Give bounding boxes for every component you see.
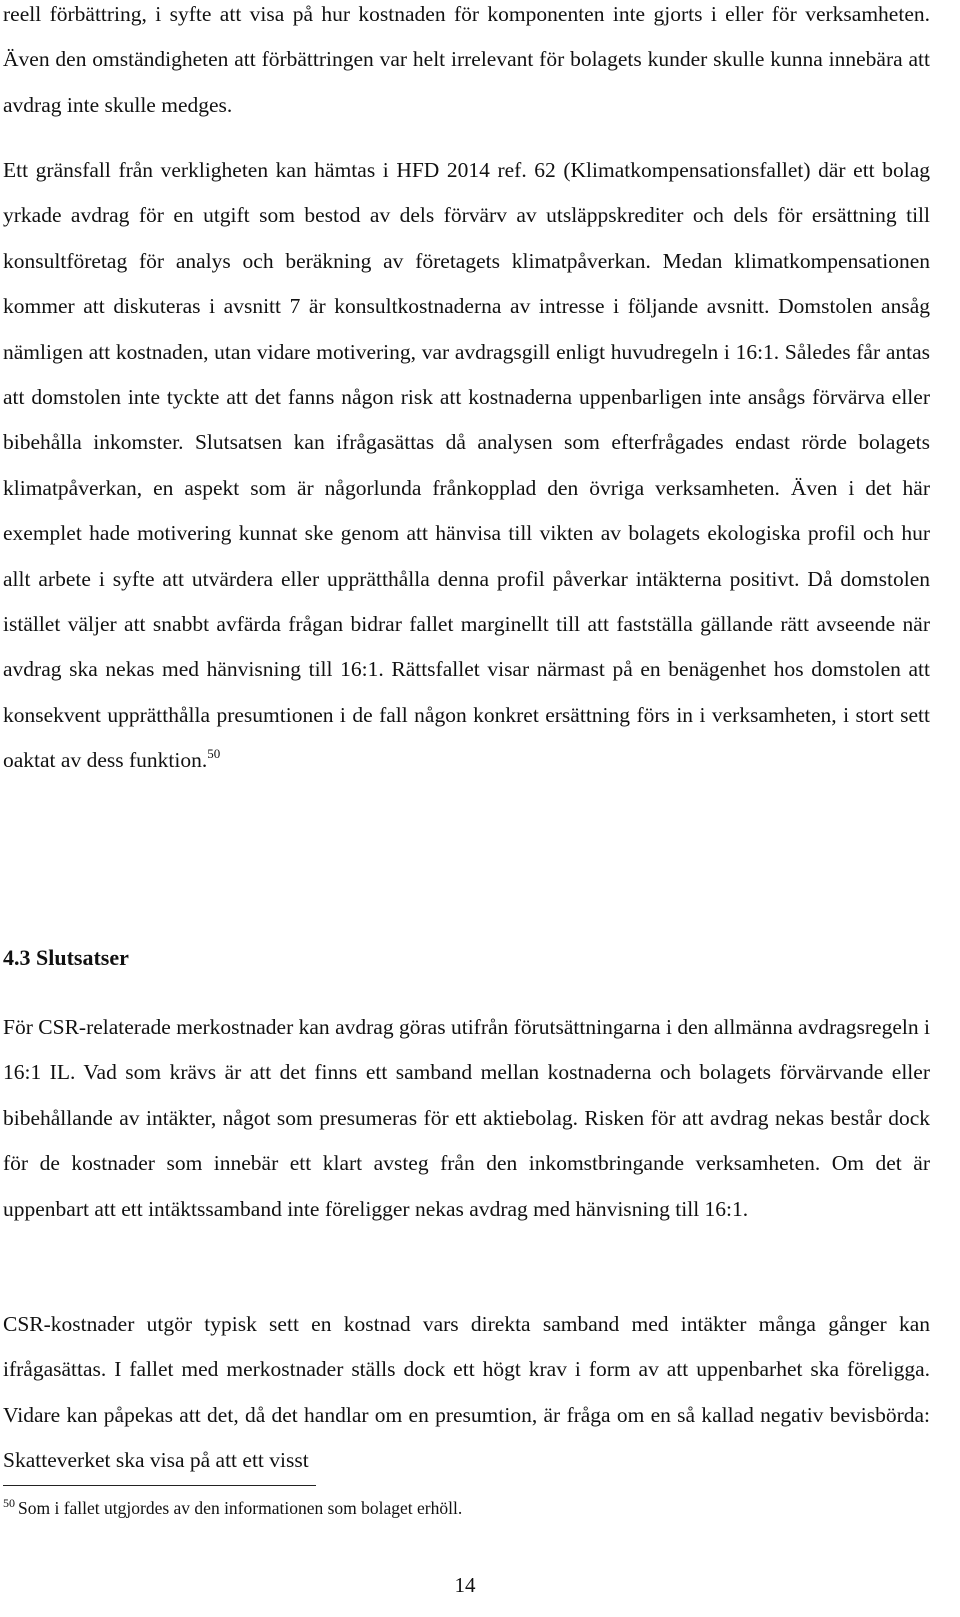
footnote-reference[interactable]: 50 [207,746,221,762]
footnote-number: 50 [3,1496,15,1510]
section-heading: 4.3 Slutsatser [3,945,129,970]
paragraph-1-text: reell förbättring, i syfte att visa på hur kostnaden för komponenten inte gjorts i eller för verksamheten. Även den omständigheten att förbättringen var helt irrelevant för bolagets kunder skulle kunna innebära att avdrag inte skulle medges. [3,2,930,117]
paragraph-4 [3,1302,930,1484]
footnote-separator [3,1485,316,1486]
paragraph-2-text: Ett gränsfall från verkligheten kan hämtas i HFD 2014 ref. 62 (Klimatkompensationsfallet) där ett bolag yrkade avdrag för en utgift som bestod av dels förvärv av utsläppskrediter och dels för ersättning till konsultföretag för analys och beräkning av företagets klimatpåverkan. Medan klimatkompensationen kommer att diskuteras i avsnitt 7 är konsultkostnaderna av intresse i följande avsnitt. Domstolen ansåg nämligen att kostnaden, utan vidare motivering, var avdragsgill enligt huvudregeln i 16:1. Således får antas att domstolen inte tyckte att det fanns någon risk att kostnaderna uppenbarligen inte ansågs förvärva eller bibehålla inkomster. Slutsatsen kan ifrågasättas då analysen som efterfrågades endast rörde bolagets klimatpåverkan, en aspekt som är någorlunda frånkopplad den övriga verksamheten. Även i det här exemplet hade motivering kunnat ske genom att hänvisa till vikten av bolagets ekologiska profil och hur allt arbete i syfte att utvärdera eller upprätthålla denna profil påverkar intäkterna positivt. Då domstolen istället väljer att snabbt avfärda frågan bidrar fallet marginellt till att fastställa gällande rätt avseende när avdrag ska nekas med hänvisning till 16:1. Rättsfallet visar närmast på en benägenhet hos domstolen att konsekvent upprätthålla presumtionen i de fall någon konkret ersättning förs in i verksamheten, i stort sett oaktat av dess funktion. [3,158,930,773]
paragraph-4-text: CSR-kostnader utgör typisk sett en kostnad vars direkta samband med intäkter många gånger kan ifrågasättas. I fallet med merkostnader ställs dock ett högt krav i form av att uppenbarhet ska föreligga. Vidare kan påpekas att det, då det handlar om en presumtion, är fråga om en så kallad negativ bevisbörda: Skatteverket ska visa på att ett visst [3,1312,930,1473]
footnote [3,1496,462,1520]
paragraph-2 [3,148,930,784]
paragraph-3 [3,1005,930,1232]
page-number: 14 [454,1573,476,1597]
paragraph-3-text: För CSR-relaterade merkostnader kan avdrag göras utifrån förutsättningarna i den allmänna avdragsregeln i 16:1 IL. Vad som krävs är att det finns ett samband mellan kostnaderna och bolagets förvärvande eller bibehållande av intäkter, något som presumeras för ett aktiebolag. Risken för att avdrag nekas består dock för de kostnader som innebär ett klart avsteg från den inkomstbringande verksamheten. Om det är uppenbart att ett intäktssamband inte föreligger nekas avdrag med hänvisning till 16:1. [3,1015,930,1221]
footnote-text: Som i fallet utgjordes av den informationen som bolaget erhöll. [18,1498,463,1518]
paragraph-1 [3,0,930,128]
